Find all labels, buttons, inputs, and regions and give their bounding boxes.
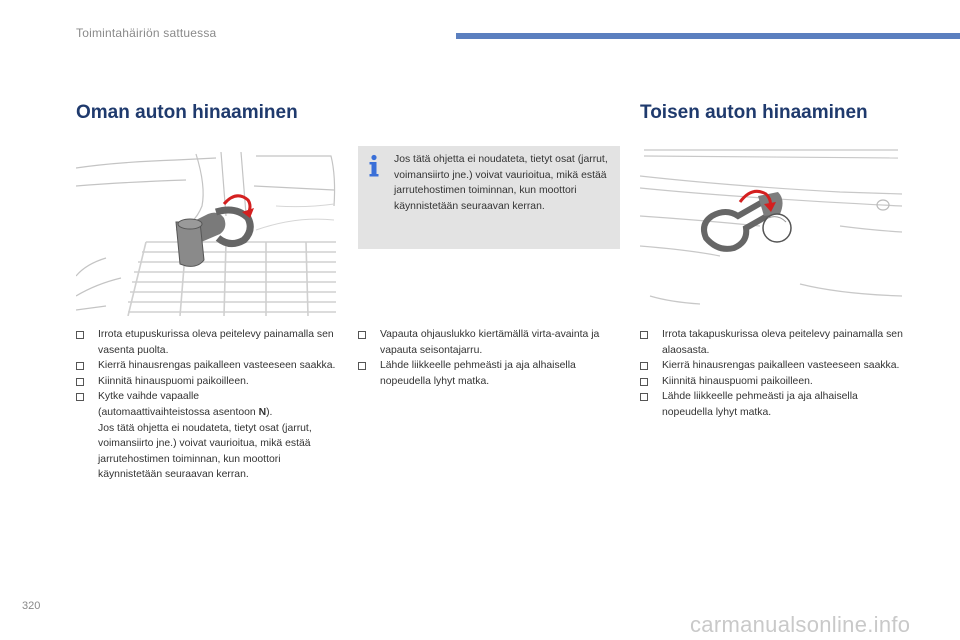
front-towing-steps xyxy=(76,327,344,483)
header-accent-bar xyxy=(456,33,960,39)
checkbox-bullet-icon xyxy=(640,378,648,386)
gear-neutral-label: N xyxy=(258,406,267,418)
list-item: Kiinnitä hinauspuomi paikoilleen. xyxy=(76,374,344,390)
front-towing-illustration xyxy=(76,146,337,316)
list-item: Irrota etupuskurissa oleva peitelevy painamalla sen vasenta puolta. xyxy=(76,327,344,358)
info-box-text: Jos tätä ohjetta ei noudateta, tietyt osat (jarrut, voimansiirto jne.) voivat vaurioitua, mikä estää jarrutehostimen toiminnan, kun moottori käynnistetään seuraavan kerran. xyxy=(394,154,608,212)
checkbox-bullet-icon xyxy=(76,393,84,401)
list-item: Lähde liikkeelle pehmeästi ja aja alhaisella nopeudella lyhyt matka. xyxy=(640,389,910,420)
checkbox-bullet-icon xyxy=(358,362,366,370)
rear-towing-illustration xyxy=(640,146,902,316)
list-item: Kytke vaihde vapaalle (automaattivaihteistossa asentoon N). Jos tätä ohjetta ei noudateta, tietyt osat (jarrut, voimansiirto jne.) voivat vaurioitua, mikä estää jarrutehostimen toiminnan, kun moottori käynnistetään seuraavan kerran. xyxy=(76,389,344,483)
warning-info-box xyxy=(358,146,620,249)
list-item: Kiinnitä hinauspuomi paikoilleen. xyxy=(640,374,910,390)
checkbox-bullet-icon xyxy=(358,331,366,339)
checkbox-bullet-icon xyxy=(640,393,648,401)
list-item: Irrota takapuskurissa oleva peitelevy painamalla sen alaosasta. xyxy=(640,327,910,358)
checkbox-bullet-icon xyxy=(76,378,84,386)
list-item: Vapauta ohjauslukko kiertämällä virta-avainta ja vapauta seisontajarru. xyxy=(358,327,624,358)
heading-own-car-towing: Oman auton hinaaminen xyxy=(76,102,298,123)
list-item: Lähde liikkeelle pehmeästi ja aja alhaisella nopeudella lyhyt matka. xyxy=(358,358,624,389)
rear-towing-steps xyxy=(640,327,910,421)
list-item: Kierrä hinausrengas paikalleen vasteeseen saakka. xyxy=(640,358,910,374)
section-title: Toimintahäiriön sattuessa xyxy=(76,26,217,40)
heading-other-car-towing: Toisen auton hinaaminen xyxy=(640,102,868,123)
watermark: carmanualsonline.info xyxy=(690,612,911,637)
middle-steps xyxy=(358,327,624,389)
checkbox-bullet-icon xyxy=(640,331,648,339)
list-item: Kierrä hinausrengas paikalleen vasteeseen saakka. xyxy=(76,358,344,374)
page-number: 320 xyxy=(22,600,41,612)
checkbox-bullet-icon xyxy=(76,362,84,370)
checkbox-bullet-icon xyxy=(76,331,84,339)
info-icon xyxy=(367,154,381,178)
step-note: Jos tätä ohjetta ei noudateta, tietyt osat (jarrut, voimansiirto jne.) voivat vaurioitua, mikä estää jarrutehostimen toiminnan, kun moottori käynnistetään seuraavan kerran. xyxy=(98,422,312,481)
checkbox-bullet-icon xyxy=(640,362,648,370)
